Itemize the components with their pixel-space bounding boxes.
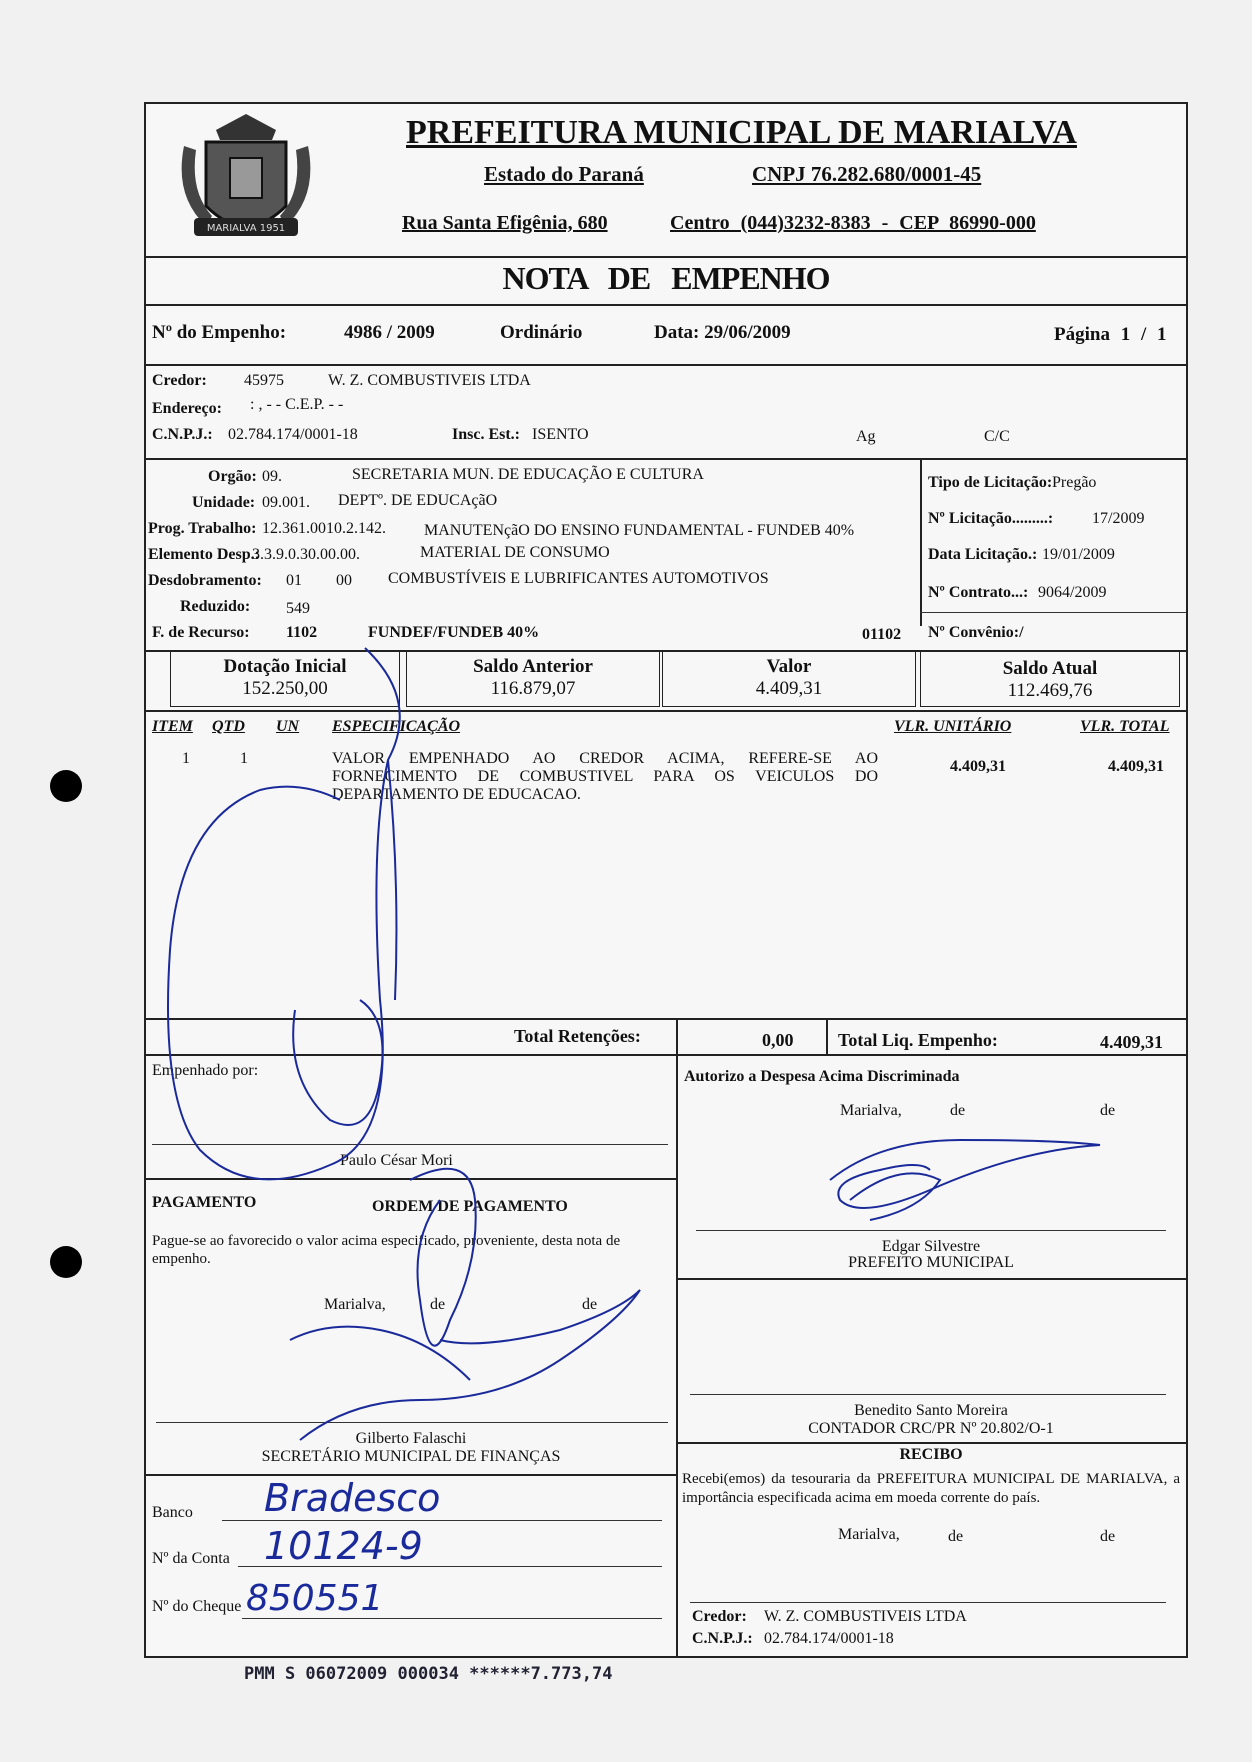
divider	[146, 256, 1186, 258]
divider	[676, 1278, 1186, 1280]
pagamento-text: Pague-se ao favorecido o valor acima especificado, proveniente, desta nota de empenho.	[152, 1233, 621, 1267]
divider	[676, 1054, 678, 1656]
numero-licitacao-value: 17/2009	[1092, 510, 1145, 527]
contrato-value: 9064/2009	[1038, 584, 1107, 601]
empenhado-por-label: Empenhado por:	[152, 1062, 259, 1079]
autorizo-de-1: de	[950, 1102, 966, 1119]
empenho-date: Data: 29/06/2009	[654, 322, 791, 343]
recibo-de-1: de	[948, 1528, 964, 1545]
divider	[920, 458, 922, 626]
pagamento-de-2: de	[582, 1296, 598, 1313]
desdobramento-code-1: 01	[286, 572, 302, 589]
conta-corrente-label: C/C	[984, 428, 1010, 445]
dotacao-inicial-label: Dotação Inicial	[223, 656, 347, 677]
signature-line	[690, 1394, 1166, 1395]
header-cnpj: CNPJ 76.282.680/0001-45	[752, 162, 982, 186]
divider	[146, 1018, 1186, 1020]
autorizo-de-2: de	[1100, 1102, 1116, 1119]
pagamento-city: Marialva,	[324, 1296, 386, 1313]
document-frame	[144, 102, 1188, 1658]
contrato-label: Nº Contrato...:	[928, 584, 1029, 601]
contador-title: CONTADOR CRC/PR Nº 20.802/O-1	[808, 1420, 1054, 1437]
orgao-code: 09.	[262, 468, 282, 485]
valor-box	[662, 650, 916, 707]
divider	[146, 304, 1186, 306]
divider	[146, 1054, 1186, 1056]
cheque-handwritten: 850551	[246, 1578, 384, 1619]
convenio-label: Nº Convênio:/	[928, 624, 1024, 641]
elemento-desp-code: 3.3.9.0.30.00.00.	[252, 546, 360, 563]
recibo-credor-label: Credor:	[692, 1608, 747, 1625]
recibo-cnpj-value: 02.784.174/0001-18	[764, 1630, 894, 1647]
fonte-recurso-code: 1102	[286, 624, 318, 641]
divider	[826, 1018, 828, 1054]
agencia-label: Ag	[856, 428, 876, 445]
document-title: NOTA DE EMPENHO	[502, 260, 830, 296]
credor-label: Credor:	[152, 372, 207, 389]
divider	[146, 364, 1186, 366]
total-liq-value: 4.409,31	[1100, 1032, 1163, 1052]
municipality-title: PREFEITURA MUNICIPAL DE MARIALVA	[406, 114, 1077, 151]
endereco-value: : , - - C.E.P. - -	[250, 396, 344, 413]
col-vlr-unitario-header: VLR. UNITÁRIO	[894, 718, 1012, 735]
credor-cnpj-value: 02.784.174/0001-18	[228, 426, 358, 443]
recibo-city: Marialva,	[838, 1526, 900, 1543]
col-vlr-total-header: VLR. TOTAL	[1080, 718, 1170, 735]
spec-line-1: VALOR EMPENHADO AO CREDOR ACIMA, REFERE-SE AO	[332, 750, 878, 767]
col-un-header: UN	[276, 718, 300, 735]
banco-line	[222, 1520, 662, 1521]
col-especificacao-header: ESPECIFICAÇÃO	[332, 718, 461, 735]
empenhado-por-name: Paulo César Mori	[340, 1152, 453, 1169]
banco-label: Banco	[152, 1504, 193, 1521]
row-item: 1	[182, 750, 190, 767]
desdobramento-code-2: 00	[336, 572, 352, 589]
prefeito-title: PREFEITO MUNICIPAL	[848, 1254, 1014, 1271]
prefeito-name: Edgar Silvestre	[881, 1238, 981, 1255]
signature-line	[696, 1230, 1166, 1231]
saldo-atual-value: 112.469,76	[1007, 680, 1093, 701]
divider	[146, 458, 1186, 460]
dotacao-inicial-box	[170, 650, 400, 707]
unidade-code: 09.001.	[262, 494, 310, 511]
saldo-anterior-value: 116.879,07	[490, 678, 576, 699]
signature-line	[152, 1144, 668, 1145]
orgao-name: SECRETARIA MUN. DE EDUCAÇÃO E CULTURA	[352, 466, 704, 483]
credor-code: 45975	[244, 372, 284, 389]
numero-licitacao-label: Nº Licitação.........:	[928, 510, 1054, 527]
prog-trabalho-code: 12.361.0010.2.142.	[262, 520, 386, 537]
col-item-header: ITEM	[152, 718, 193, 735]
secretario-title: SECRETÁRIO MUNICIPAL DE FINANÇAS	[261, 1448, 561, 1465]
row-vlr-total: 4.409,31	[1108, 758, 1164, 775]
desdobramento-label: Desdobramento:	[148, 572, 262, 589]
prog-trabalho-name: MANUTENçãO DO ENSINO FUNDAMENTAL - FUNDEB 40%	[424, 522, 855, 539]
fonte-recurso-name: FUNDEF/FUNDEB 40%	[368, 624, 540, 641]
ordem-pagamento-label: ORDEM DE PAGAMENTO	[372, 1198, 568, 1215]
state-name: Estado do Paraná	[484, 162, 644, 186]
reduzido-value: 549	[286, 600, 310, 617]
tipo-licitacao-label: Tipo de Licitação:	[928, 474, 1053, 491]
punch-hole-bottom	[50, 1246, 82, 1278]
empenho-type: Ordinário	[500, 322, 583, 343]
recibo-cnpj-label: C.N.P.J.:	[692, 1630, 753, 1647]
prog-trabalho-label: Prog. Trabalho:	[148, 520, 257, 537]
tipo-licitacao-value: Pregão	[1052, 474, 1097, 491]
municipal-coat-of-arms	[176, 106, 316, 256]
total-retencoes-label: Total Retenções:	[514, 1026, 641, 1046]
secretario-name: Gilberto Falaschi	[355, 1430, 467, 1447]
endereco-label: Endereço:	[152, 400, 222, 417]
insc-est-label: Insc. Est.:	[452, 426, 521, 443]
credor-name: W. Z. COMBUSTIVEIS LTDA	[328, 372, 531, 389]
divider	[920, 612, 1186, 613]
seal-label: MARIALVA 1951	[206, 223, 286, 234]
saldo-anterior-label: Saldo Anterior	[473, 656, 593, 677]
punch-hole-top	[50, 770, 82, 802]
cheque-label: Nº do Cheque	[152, 1598, 242, 1615]
desdobramento-name: COMBUSTÍVEIS E LUBRIFICANTES AUTOMOTIVOS	[388, 570, 769, 587]
orgao-label: Orgão:	[208, 468, 257, 485]
dotacao-inicial-value: 152.250,00	[242, 678, 328, 699]
empenho-number-label: Nº do Empenho:	[152, 322, 287, 343]
signature-line	[690, 1602, 1166, 1603]
conta-handwritten: 10124-9	[264, 1524, 423, 1568]
divider	[146, 710, 1186, 712]
spec-line-3: DEPARTAMENTO DE EDUCACAO.	[332, 786, 581, 803]
valor-label: Valor	[766, 656, 812, 677]
autorizo-city: Marialva,	[840, 1102, 902, 1119]
pagamento-de-1: de	[430, 1296, 446, 1313]
recibo-de-2: de	[1100, 1528, 1116, 1545]
recibo-title: RECIBO	[899, 1446, 963, 1463]
recibo-text: Recebi(emos) da tesouraria da PREFEITURA MUNICIPAL DE MARIALVA, a importância especificada acima em moeda corrente do país.	[682, 1471, 1180, 1506]
col-qtd-header: QTD	[212, 718, 245, 735]
reduzido-label: Reduzido:	[180, 598, 251, 615]
elemento-desp-label: Elemento Desp.:	[148, 546, 260, 563]
data-licitacao-label: Data Licitação.:	[928, 546, 1038, 563]
total-liq-label: Total Liq. Empenho:	[838, 1030, 998, 1050]
row-qtd: 1	[240, 750, 248, 767]
spec-line-2: FORNECIMENTO DE COMBUSTIVEL PARA OS VEICULOS DO	[332, 768, 878, 785]
saldo-anterior-box	[406, 650, 660, 707]
unidade-name: DEPTº. DE EDUCAçãO	[338, 492, 498, 509]
divider	[676, 1018, 678, 1054]
saldo-atual-label: Saldo Atual	[1002, 658, 1098, 679]
page-number: Página 1 / 1	[1054, 324, 1167, 345]
header-address-street: Rua Santa Efigênia, 680	[402, 212, 608, 234]
credor-cnpj-label: C.N.P.J.:	[152, 426, 213, 443]
row-especificacao	[332, 750, 878, 804]
fonte-recurso-label: F. de Recurso:	[152, 624, 250, 641]
header-address-rest: Centro (044)3232-8383 - CEP 86990-000	[670, 212, 1036, 234]
recibo-credor-value: W. Z. COMBUSTIVEIS LTDA	[764, 1608, 967, 1625]
elemento-desp-name: MATERIAL DE CONSUMO	[420, 544, 610, 561]
valor-value: 4.409,31	[755, 678, 823, 699]
banco-handwritten: Bradesco	[264, 1476, 441, 1520]
unidade-label: Unidade:	[192, 494, 256, 511]
contador-name: Benedito Santo Moreira	[854, 1402, 1008, 1419]
divider	[146, 1178, 676, 1180]
insc-est-value: ISENTO	[532, 426, 589, 443]
pagamento-label: PAGAMENTO	[152, 1194, 257, 1211]
payment-stamp: PMM S 06072009 000034 ******7.773,74	[244, 1664, 613, 1684]
signature-line	[156, 1422, 668, 1423]
empenho-number: 4986 / 2009	[344, 322, 435, 343]
autorizo-label: Autorizo a Despesa Acima Discriminada	[684, 1068, 960, 1085]
row-vlr-unitario: 4.409,31	[950, 758, 1006, 775]
total-retencoes-value: 0,00	[762, 1030, 794, 1050]
saldo-atual-box	[920, 650, 1180, 707]
fonte-recurso-right-code: 01102	[862, 626, 902, 643]
conta-label: Nº da Conta	[152, 1550, 230, 1567]
divider	[676, 1442, 1186, 1444]
data-licitacao-value: 19/01/2009	[1042, 546, 1115, 563]
